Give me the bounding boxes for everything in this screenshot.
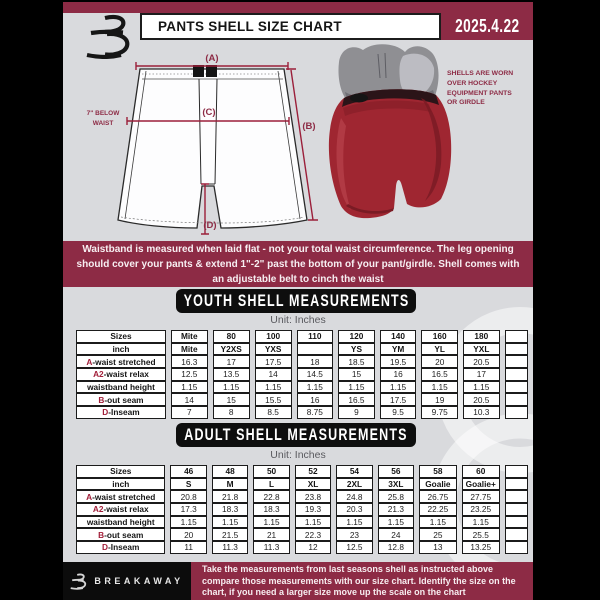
table-cell: 1.15 [378,516,414,529]
table-cell: 20 [170,528,206,541]
table-cell: 19 [421,393,458,406]
size-chart-page [63,2,533,600]
row-label: D-Inseam [76,406,166,419]
table-cell: 20.5 [463,393,500,406]
table-cell: Goalie+ [462,478,500,491]
table-cell: 48 [212,465,248,478]
youth-unit-label: Unit: Inches [270,314,326,326]
table-cell: 17.3 [170,503,206,516]
row-label: B-out seam [76,528,165,541]
table-cell: 1.15 [380,381,417,394]
table-cell: 16 [297,393,334,406]
table-cell: 14.5 [297,368,334,381]
table-cell-empty [505,528,528,541]
row-label: A-waist stretched [76,490,165,503]
row-label: Sizes [76,330,166,343]
table-cell: 10.3 [463,406,500,419]
table-cell: Y2XS [213,343,250,356]
table-row [76,490,528,503]
table-cell: 14 [171,393,208,406]
table-cell: 1.15 [336,516,372,529]
table-cell: 7 [171,406,208,419]
table-cell: 1.15 [463,381,500,394]
table-cell: 1.15 [170,516,206,529]
table-cell-empty [505,330,528,343]
shell-photo-note [447,69,533,108]
table-row [76,355,528,368]
page-title-text: PANTS SHELL SIZE CHART [158,19,342,34]
adult-heading-text: ADULT SHELL MEASUREMENTS [184,425,408,444]
table-cell: 16.5 [338,393,375,406]
table-cell: YXL [463,343,500,356]
waist-note-line2: WAIST [92,119,114,127]
table-cell: 1.15 [462,516,500,529]
table-cell: 120 [338,330,375,343]
table-cell: 27.75 [462,490,500,503]
table-cell: 24 [378,528,414,541]
table-cell: S [170,478,206,491]
table-cell: 80 [213,330,250,343]
table-row [76,330,528,343]
shorts-outline [118,69,307,228]
table-row [76,465,528,478]
table-cell: 13.5 [213,368,250,381]
table-cell: 23.8 [295,490,331,503]
table-cell-empty [505,490,528,503]
table-cell: 22.25 [419,503,457,516]
youth-section-heading [176,289,416,313]
youth-heading-text: YOUTH SHELL MEASUREMENTS [183,291,409,310]
table-cell: 9.5 [380,406,417,419]
table-row [76,368,528,381]
table-cell: 25.8 [378,490,414,503]
label-c: (C) [202,107,216,118]
table-cell-empty [505,355,528,368]
table-cell: Mite [171,343,208,356]
footer-brand-text: BREAKAWAY [94,576,184,586]
table-cell: 21.5 [212,528,248,541]
row-label: inch [76,478,165,491]
table-row [76,503,528,516]
banner-text: Waistband is measured when laid flat - not your total waist circumference. The leg opening should cover your pants & extend 1"-2" past the bottom of your pant/girdle. Shell comes with an adjustable belt to cinch the waist [76,243,520,285]
date-text: 2025.4.22 [454,16,520,36]
table-cell: 14 [255,368,292,381]
table-cell-empty [505,516,528,529]
table-row [76,406,528,419]
table-row [76,478,528,491]
table-cell-empty [505,503,528,516]
table-cell: 17.5 [255,355,292,368]
row-label: A-waist stretched [76,355,166,368]
table-cell: 18.3 [212,503,248,516]
table-cell-empty [505,465,528,478]
table-cell: 16.5 [421,368,458,381]
page-title [140,13,441,40]
table-cell: YXS [255,343,292,356]
youth-measurements-table [71,330,533,419]
table-cell: 15.5 [255,393,292,406]
table-cell: 20.8 [170,490,206,503]
table-cell: 12.5 [171,368,208,381]
table-cell: 15 [213,393,250,406]
table-cell: 21 [253,528,289,541]
waist-note-line1: 7" BELOW [86,110,120,117]
table-cell: 20.5 [463,355,500,368]
table-cell: 52 [295,465,331,478]
table-cell: 9.75 [421,406,458,419]
table-cell: 1.15 [171,381,208,394]
table-cell: 1.15 [212,516,248,529]
table-cell-empty [505,381,528,394]
footer-note [191,562,533,600]
photo-note-line1: SHELLS ARE WORN [447,70,514,77]
table-cell: 2XL [336,478,372,491]
table-cell-empty [505,343,528,356]
waist-note [75,109,131,128]
table-cell: 9 [338,406,375,419]
adult-measurements-table [71,465,533,554]
table-cell: 24.8 [336,490,372,503]
table-cell: 19.5 [380,355,417,368]
row-label: A2-waist relax [76,503,165,516]
table-cell: YM [380,343,417,356]
table-cell: 26.75 [419,490,457,503]
table-cell: YS [338,343,375,356]
table-row [76,528,528,541]
table-cell: 58 [419,465,457,478]
table-cell: 11 [170,541,206,554]
table-cell: 1.15 [213,381,250,394]
footer-brand-box [63,562,191,600]
table-cell: 180 [463,330,500,343]
table-cell: 18.5 [338,355,375,368]
table-cell: M [212,478,248,491]
table-cell: Mite [171,330,208,343]
table-cell: 16 [380,368,417,381]
table-cell: 25.5 [462,528,500,541]
label-a: (A) [205,53,219,64]
table-cell: 17 [213,355,250,368]
table-cell: 1.15 [295,516,331,529]
footer-note-text: Take the measurements from last seasons shell as instructed above compare those measurements with our size chart. Identify the size on the chart, if you need a larger size move up the scale on the chart [202,564,516,598]
breakaway-footer-logo-icon [70,573,88,590]
table-cell: 17 [463,368,500,381]
table-row [76,343,528,356]
table-cell: 1.15 [421,381,458,394]
table-cell: 13.25 [462,541,500,554]
table-cell: 56 [378,465,414,478]
table-cell: 21.3 [378,503,414,516]
table-cell: 8.5 [255,406,292,419]
belt-buckle [193,65,204,77]
table-row [76,393,528,406]
table-cell: 12 [295,541,331,554]
table-cell: 46 [170,465,206,478]
row-label: D-Inseam [76,541,165,554]
table-cell: 20.3 [336,503,372,516]
table-cell-empty [505,393,528,406]
table-cell: 18.3 [253,503,289,516]
table-cell: 12.5 [336,541,372,554]
table-cell: 1.15 [255,381,292,394]
table-cell: 3XL [378,478,414,491]
table-cell: 22.8 [253,490,289,503]
table-cell: 18 [297,355,334,368]
table-cell: 54 [336,465,372,478]
table-cell: L [253,478,289,491]
table-cell-empty [505,541,528,554]
table-cell: 23.25 [462,503,500,516]
row-label: inch [76,343,166,356]
table-cell: 50 [253,465,289,478]
row-label: waistband height [76,381,166,394]
row-label: Sizes [76,465,165,478]
label-d: (D) [203,220,217,231]
table-cell-empty [505,368,528,381]
row-label: B-out seam [76,393,166,406]
label-b: (B) [302,121,316,132]
table-cell: 12.8 [378,541,414,554]
table-cell: Goalie [419,478,457,491]
row-label: A2-waist relax [76,368,166,381]
table-cell: 20 [421,355,458,368]
table-cell: 11.3 [212,541,248,554]
table-cell: 11.3 [253,541,289,554]
table-cell-empty [505,478,528,491]
adult-unit-label: Unit: Inches [270,449,326,461]
table-cell [297,343,334,356]
table-cell-empty [505,406,528,419]
table-cell: 160 [421,330,458,343]
table-cell: 25 [419,528,457,541]
table-row [76,516,528,529]
photo-note-line2: OVER HOCKEY [447,79,498,87]
photo-note-line4: OR GIRDLE [447,99,485,107]
waistband-instruction-banner [63,241,533,287]
table-cell: 140 [380,330,417,343]
table-cell: 8 [213,406,250,419]
table-cell: 110 [297,330,334,343]
shell-photo [329,44,451,218]
date-badge [441,13,533,40]
table-cell: 23 [336,528,372,541]
table-cell: 15 [338,368,375,381]
table-cell: 100 [255,330,292,343]
table-cell: 1.15 [253,516,289,529]
photo-note-line3: EQUIPMENT PANTS [447,89,512,97]
table-cell: 13 [419,541,457,554]
table-cell: 22.3 [295,528,331,541]
table-row [76,381,528,394]
table-cell: 21.8 [212,490,248,503]
table-cell: 16.3 [171,355,208,368]
table-cell: YL [421,343,458,356]
table-cell: XL [295,478,331,491]
table-cell: 60 [462,465,500,478]
table-cell: 8.75 [297,406,334,419]
table-cell: 19.3 [295,503,331,516]
row-label: waistband height [76,516,165,529]
table-cell: 17.5 [380,393,417,406]
table-row [76,541,528,554]
table-cell: 1.15 [297,381,334,394]
table-cell: 1.15 [338,381,375,394]
adult-section-heading [176,423,416,447]
table-cell: 1.15 [419,516,457,529]
